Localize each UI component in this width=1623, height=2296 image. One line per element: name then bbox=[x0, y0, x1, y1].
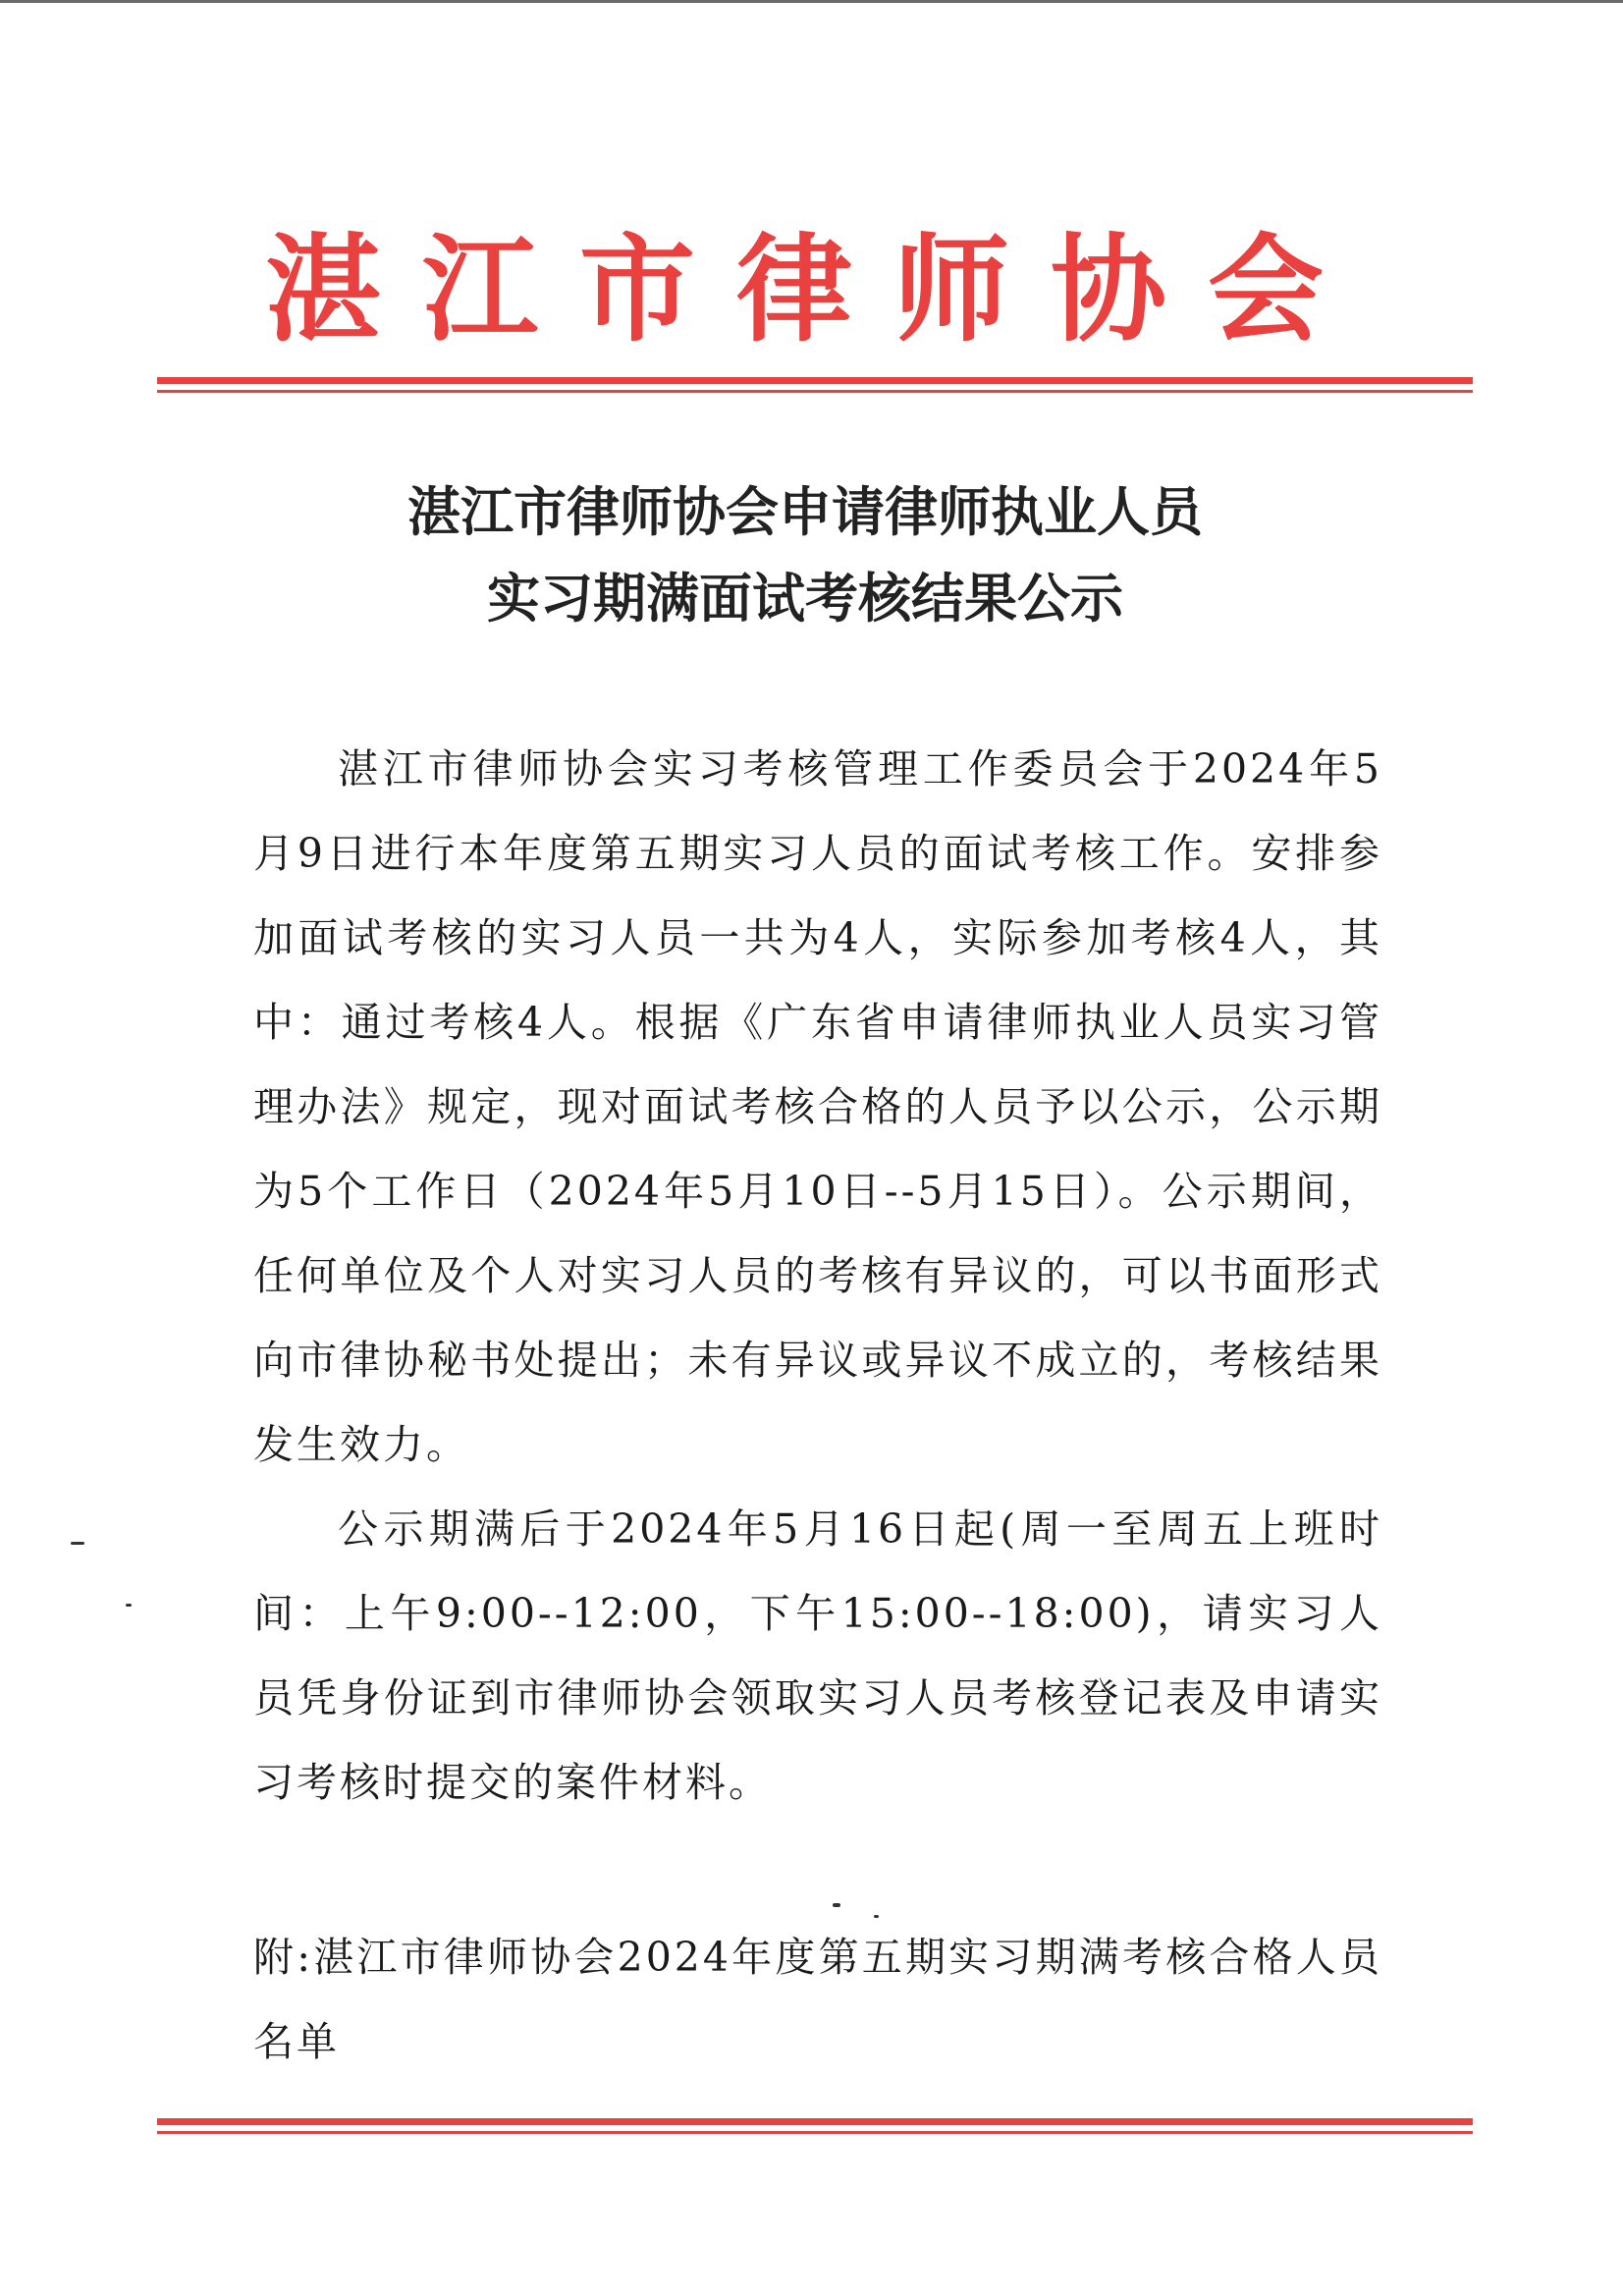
letterhead-org-name: 湛江市律师协会 bbox=[264, 222, 1365, 357]
scan-edge bbox=[0, 0, 1623, 3]
document-body bbox=[253, 727, 1382, 1825]
scan-speck bbox=[71, 1542, 84, 1545]
scan-speck bbox=[833, 1903, 840, 1907]
document-title-line1: 湛江市律师协会申请律师执业人员 bbox=[407, 481, 1203, 543]
document-title bbox=[196, 469, 1414, 642]
footer-divider bbox=[157, 2118, 1473, 2134]
document-title-line2: 实习期满面试考核结果公示 bbox=[487, 568, 1123, 629]
scan-speck bbox=[126, 1604, 132, 1607]
scan-speck bbox=[874, 1915, 879, 1918]
attachment-note: 附:湛江市律师协会2024年度第五期实习期满考核合格人员名单 bbox=[253, 1934, 1382, 2065]
body-paragraph-1: 湛江市律师协会实习考核管理工作委员会于2024年5月9日进行本年度第五期实习人员的面试考核工作。安排参加面试考核的实习人员一共为4人，实际参加考核4人，其中：通过考核4人。根据《广东省申请律师执业人员实习管理办法》规定，现对面试考核合格的人员予以公示，公示期为5个工作日（2024年5月10日--5月15日）。公示期间，任何单位及个人对实习人员的考核有异议的，可以书面形式向市律协秘书处提出；未有异议或异议不成立的，考核结果发生效力。 bbox=[253, 745, 1382, 1468]
body-paragraph-2: 公示期满后于2024年5月16日起(周一至周五上班时间：上午9:00--12:00，下午15:00--18:00)，请实习人员凭身份证到市律师协会领取实习人员考核登记表及申请实习考核时提交的案件材料。 bbox=[253, 1505, 1382, 1806]
letterhead-divider bbox=[157, 377, 1473, 393]
